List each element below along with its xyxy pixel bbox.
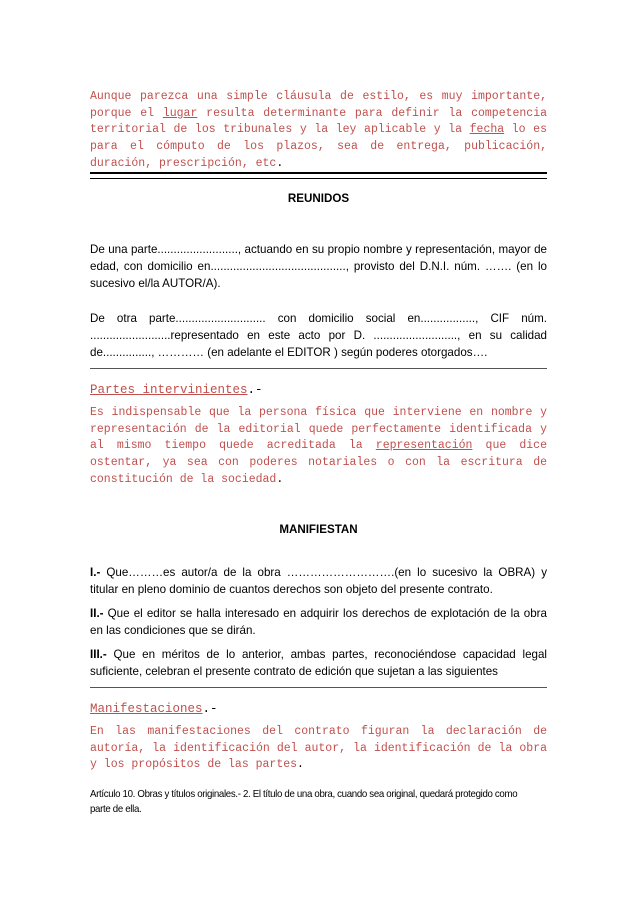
clause-3-text: Que en méritos de lo anterior, ambas partes, reconociéndose capacidad legal suficiente, celebran el presente contrato de edición que sujetan a las siguientes bbox=[90, 648, 547, 678]
clause-2-label: II.- bbox=[90, 607, 104, 620]
clause-1-text: Que………es autor/a de la obra ……………………….(en lo sucesivo la OBRA) y titular en pleno dominio de cuantos derechos son objeto del presente contrato. bbox=[90, 566, 547, 596]
manifestaciones-note-period: . bbox=[297, 758, 304, 772]
manifiestan-heading: MANIFIESTAN bbox=[279, 523, 358, 536]
manifestaciones-note-title-dash: .- bbox=[202, 702, 218, 716]
manifiestan-clause-3 bbox=[90, 646, 547, 680]
partes-note-title-text: Partes intervinientes bbox=[90, 383, 248, 397]
manifestaciones-note bbox=[90, 724, 547, 774]
reunidos-paragraph-2: De otra parte............................ con domicilio social en................., CIF núm. .........................representado en este acto por D. .........................., en su calidad de..............., ………… (en adelante el EDITOR ) según poderes otorgados…. bbox=[90, 312, 547, 359]
articulo-10-citation: Artículo 10. Obras y títulos originales.- 2. El título de una obra, cuando sea original, quedará protegido como parte de ella. bbox=[90, 789, 518, 815]
intro-note bbox=[90, 89, 547, 173]
partes-note bbox=[90, 405, 547, 489]
clause-2-text: Que el editor se halla interesado en adquirir los derechos de explotación de la obra en las condiciones que se dirán. bbox=[90, 607, 547, 637]
partes-note-underlined-representacion: representación bbox=[375, 439, 473, 453]
partes-note-text: Es indispensable que la persona física que interviene en nombre y representación de la editorial quede perfectamente identificada y al mismo tiempo quede acreditada la bbox=[90, 406, 547, 453]
intro-note-text: resulta determinante para definir la competencia territorial de los tribunales y la ley aplicable y la bbox=[90, 106, 547, 137]
manifestaciones-note-title-text: Manifestaciones bbox=[90, 702, 203, 716]
intro-note-period: . bbox=[276, 156, 284, 170]
clause-3-label: III.- bbox=[90, 648, 107, 661]
divider bbox=[90, 368, 547, 369]
manifiestan-clause-2 bbox=[90, 605, 547, 639]
divider bbox=[90, 687, 547, 688]
partes-note-title bbox=[90, 383, 263, 397]
intro-note-text: Aunque parezca una simple cláusula de estilo, es muy importante, porque el bbox=[90, 90, 547, 120]
manifestaciones-note-title bbox=[90, 702, 218, 716]
double-divider bbox=[90, 172, 547, 179]
manifestaciones-note-text: En las manifestaciones del contrato figuran la declaración de autoría, la identificación del autor, la identificación de la obra y los propósitos de las partes bbox=[90, 725, 547, 772]
intro-note-text: lo es para el cómputo de los plazos, sea de entrega, publicación, duración, prescripción, etc bbox=[90, 123, 547, 170]
partes-note-title-dash: .- bbox=[247, 383, 263, 397]
reunidos-heading: REUNIDOS bbox=[287, 192, 350, 205]
intro-note-underlined-lugar: lugar bbox=[162, 106, 198, 120]
manifiestan-clause-1 bbox=[90, 564, 547, 598]
partes-note-text: que dice ostentar, ya sea con poderes notariales o con la escritura de constitución de la sociedad bbox=[90, 439, 547, 486]
reunidos-paragraph-1: De una parte........................., actuando en su propio nombre y representación, mayor de edad, con domicilio en.........................................., provisto del D.N.I. núm. ……. (en lo sucesivo el/la AUTOR/A). bbox=[90, 243, 547, 290]
clause-1-label: I.- bbox=[90, 566, 101, 579]
intro-note-underlined-fecha: fecha bbox=[469, 123, 505, 137]
partes-note-period: . bbox=[276, 472, 284, 486]
